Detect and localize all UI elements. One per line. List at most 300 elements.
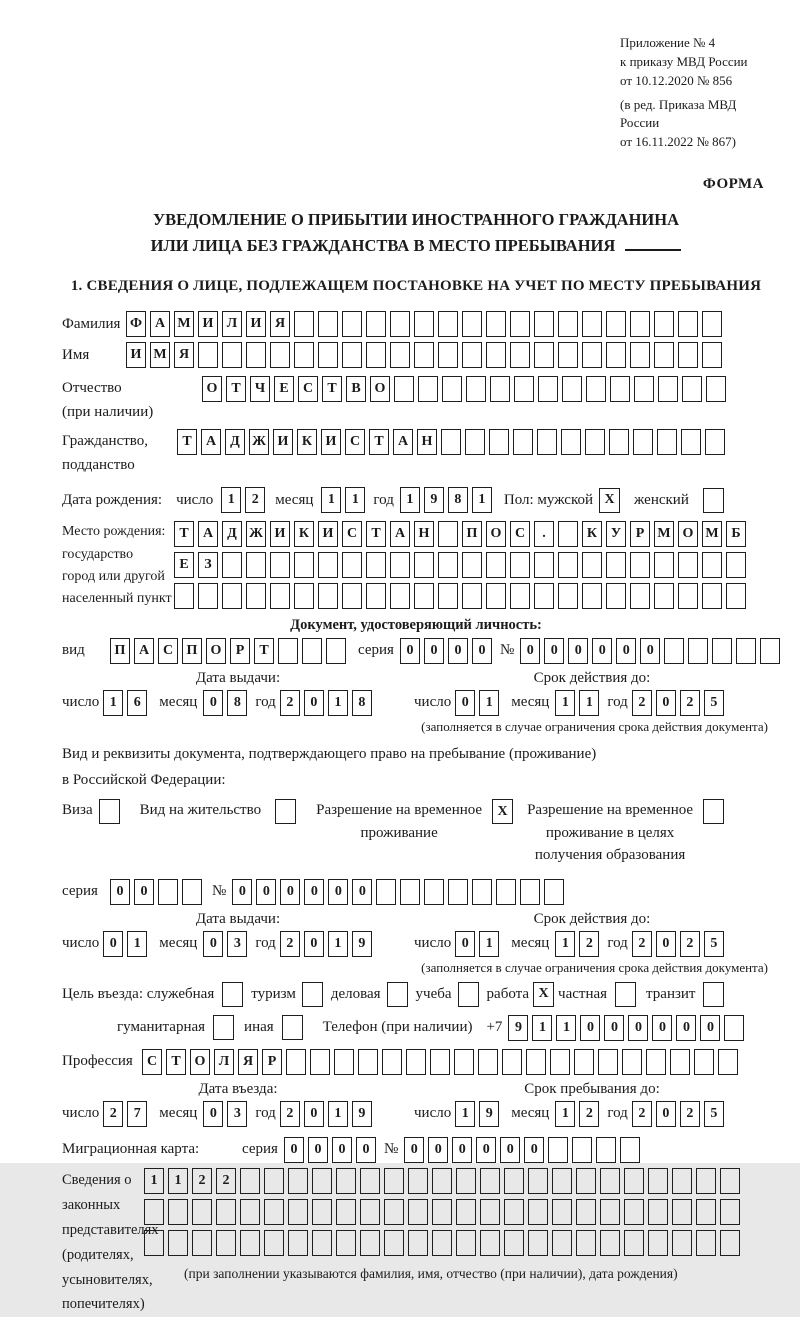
char-cell[interactable] (408, 1168, 428, 1194)
char-cell[interactable]: 0 (256, 879, 276, 905)
char-cell[interactable] (192, 1230, 212, 1256)
char-cell[interactable]: 1 (328, 690, 348, 716)
char-cell[interactable]: 0 (580, 1015, 600, 1041)
char-cell[interactable] (712, 638, 732, 664)
char-cell[interactable]: 0 (652, 1015, 672, 1041)
char-cell[interactable] (606, 583, 626, 609)
char-cell[interactable] (246, 583, 266, 609)
char-cell[interactable] (342, 552, 362, 578)
char-cell[interactable]: К (294, 521, 314, 547)
char-cell[interactable] (510, 311, 530, 337)
char-cell[interactable]: К (297, 429, 317, 455)
char-cell[interactable] (726, 552, 746, 578)
char-cell[interactable]: М (702, 521, 722, 547)
char-cell[interactable]: Т (174, 521, 194, 547)
char-cell[interactable] (168, 1199, 188, 1225)
char-cell[interactable] (270, 583, 290, 609)
char-cell[interactable]: 0 (352, 879, 372, 905)
char-cell[interactable] (406, 1049, 426, 1075)
char-cell[interactable] (585, 429, 605, 455)
char-cell[interactable]: 0 (424, 638, 444, 664)
char-cell[interactable] (510, 583, 530, 609)
char-cell[interactable] (513, 429, 533, 455)
char-cell[interactable] (558, 521, 578, 547)
purpose-official-checkbox[interactable] (222, 982, 243, 1007)
char-cell[interactable] (504, 1230, 524, 1256)
char-cell[interactable] (736, 638, 756, 664)
char-cell[interactable]: Ж (249, 429, 269, 455)
char-cell[interactable] (390, 552, 410, 578)
char-cell[interactable] (466, 376, 486, 402)
char-cell[interactable] (264, 1199, 284, 1225)
char-cell[interactable]: 1 (168, 1168, 188, 1194)
char-cell[interactable] (408, 1230, 428, 1256)
char-cell[interactable]: Т (322, 376, 342, 402)
sex-female-checkbox[interactable] (703, 488, 724, 513)
char-cell[interactable] (702, 311, 722, 337)
char-cell[interactable]: Д (222, 521, 242, 547)
char-cell[interactable] (310, 1049, 330, 1075)
char-cell[interactable] (366, 583, 386, 609)
char-cell[interactable] (390, 583, 410, 609)
char-cell[interactable] (562, 376, 582, 402)
char-cell[interactable] (382, 1049, 402, 1075)
char-cell[interactable] (550, 1049, 570, 1075)
char-cell[interactable]: 0 (676, 1015, 696, 1041)
char-cell[interactable] (240, 1168, 260, 1194)
char-cell[interactable] (480, 1199, 500, 1225)
char-cell[interactable]: 9 (352, 1101, 372, 1127)
char-cell[interactable] (528, 1168, 548, 1194)
char-cell[interactable]: А (134, 638, 154, 664)
char-cell[interactable] (288, 1168, 308, 1194)
char-cell[interactable] (414, 311, 434, 337)
char-cell[interactable] (286, 1049, 306, 1075)
char-cell[interactable]: 0 (520, 638, 540, 664)
char-cell[interactable]: 0 (640, 638, 660, 664)
char-cell[interactable]: 0 (304, 1101, 324, 1127)
char-cell[interactable]: 7 (127, 1101, 147, 1127)
char-cell[interactable]: 2 (579, 931, 599, 957)
char-cell[interactable] (342, 342, 362, 368)
char-cell[interactable]: 0 (700, 1015, 720, 1041)
char-cell[interactable]: О (202, 376, 222, 402)
char-cell[interactable] (502, 1049, 522, 1075)
char-cell[interactable]: 0 (110, 879, 130, 905)
char-cell[interactable] (454, 1049, 474, 1075)
char-cell[interactable] (510, 552, 530, 578)
char-cell[interactable] (534, 552, 554, 578)
char-cell[interactable] (462, 583, 482, 609)
char-cell[interactable] (264, 1168, 284, 1194)
char-cell[interactable]: 8 (352, 690, 372, 716)
char-cell[interactable] (400, 879, 420, 905)
char-cell[interactable] (144, 1199, 164, 1225)
char-cell[interactable]: 0 (400, 638, 420, 664)
char-cell[interactable] (504, 1199, 524, 1225)
char-cell[interactable] (384, 1168, 404, 1194)
char-cell[interactable] (528, 1230, 548, 1256)
char-cell[interactable] (654, 311, 674, 337)
char-cell[interactable]: Д (225, 429, 245, 455)
char-cell[interactable] (294, 583, 314, 609)
char-cell[interactable]: 9 (352, 931, 372, 957)
char-cell[interactable] (222, 583, 242, 609)
char-cell[interactable] (552, 1168, 572, 1194)
char-cell[interactable]: 1 (555, 931, 575, 957)
char-cell[interactable] (670, 1049, 690, 1075)
char-cell[interactable] (609, 429, 629, 455)
char-cell[interactable] (174, 583, 194, 609)
char-cell[interactable] (336, 1230, 356, 1256)
char-cell[interactable]: 2 (632, 931, 652, 957)
char-cell[interactable] (336, 1168, 356, 1194)
char-cell[interactable] (682, 376, 702, 402)
char-cell[interactable] (246, 552, 266, 578)
char-cell[interactable] (414, 342, 434, 368)
char-cell[interactable] (672, 1230, 692, 1256)
char-cell[interactable]: Н (414, 521, 434, 547)
char-cell[interactable]: В (346, 376, 366, 402)
char-cell[interactable] (360, 1230, 380, 1256)
char-cell[interactable] (678, 311, 698, 337)
char-cell[interactable] (270, 342, 290, 368)
char-cell[interactable]: С (298, 376, 318, 402)
char-cell[interactable]: 1 (479, 931, 499, 957)
char-cell[interactable] (534, 583, 554, 609)
char-cell[interactable]: 0 (328, 879, 348, 905)
char-cell[interactable] (465, 429, 485, 455)
char-cell[interactable]: Ч (250, 376, 270, 402)
char-cell[interactable] (576, 1230, 596, 1256)
char-cell[interactable] (480, 1230, 500, 1256)
char-cell[interactable] (552, 1230, 572, 1256)
char-cell[interactable]: Я (270, 311, 290, 337)
char-cell[interactable]: 3 (227, 931, 247, 957)
char-cell[interactable] (696, 1168, 716, 1194)
char-cell[interactable]: И (270, 521, 290, 547)
char-cell[interactable]: 0 (203, 1101, 223, 1127)
char-cell[interactable]: 1 (556, 1015, 576, 1041)
char-cell[interactable] (240, 1199, 260, 1225)
char-cell[interactable]: 0 (568, 638, 588, 664)
char-cell[interactable] (334, 1049, 354, 1075)
char-cell[interactable] (360, 1168, 380, 1194)
char-cell[interactable] (646, 1049, 666, 1075)
char-cell[interactable] (537, 429, 557, 455)
char-cell[interactable] (664, 638, 684, 664)
char-cell[interactable] (366, 342, 386, 368)
char-cell[interactable] (630, 311, 650, 337)
char-cell[interactable] (606, 342, 626, 368)
char-cell[interactable] (526, 1049, 546, 1075)
char-cell[interactable] (648, 1168, 668, 1194)
char-cell[interactable]: С (142, 1049, 162, 1075)
char-cell[interactable] (318, 342, 338, 368)
char-cell[interactable]: 0 (616, 638, 636, 664)
char-cell[interactable]: 0 (203, 931, 223, 957)
char-cell[interactable] (216, 1230, 236, 1256)
char-cell[interactable]: О (190, 1049, 210, 1075)
char-cell[interactable]: И (273, 429, 293, 455)
char-cell[interactable] (312, 1199, 332, 1225)
char-cell[interactable] (222, 552, 242, 578)
char-cell[interactable]: 0 (476, 1137, 496, 1163)
char-cell[interactable]: Т (369, 429, 389, 455)
char-cell[interactable]: 2 (216, 1168, 236, 1194)
char-cell[interactable]: Р (230, 638, 250, 664)
char-cell[interactable]: 8 (227, 690, 247, 716)
char-cell[interactable]: 2 (680, 931, 700, 957)
char-cell[interactable]: 6 (127, 690, 147, 716)
char-cell[interactable] (496, 879, 516, 905)
char-cell[interactable]: 2 (632, 690, 652, 716)
char-cell[interactable] (760, 638, 780, 664)
char-cell[interactable] (312, 1168, 332, 1194)
char-cell[interactable] (448, 879, 468, 905)
char-cell[interactable]: У (606, 521, 626, 547)
char-cell[interactable] (414, 583, 434, 609)
char-cell[interactable] (312, 1230, 332, 1256)
char-cell[interactable] (534, 311, 554, 337)
char-cell[interactable]: 1 (555, 1101, 575, 1127)
char-cell[interactable] (358, 1049, 378, 1075)
char-cell[interactable] (572, 1137, 592, 1163)
temp-residence-checkbox[interactable]: X (492, 799, 513, 824)
char-cell[interactable] (302, 638, 322, 664)
char-cell[interactable] (192, 1199, 212, 1225)
char-cell[interactable]: 0 (592, 638, 612, 664)
char-cell[interactable]: 0 (308, 1137, 328, 1163)
char-cell[interactable] (288, 1230, 308, 1256)
char-cell[interactable]: 1 (479, 690, 499, 716)
char-cell[interactable] (432, 1230, 452, 1256)
char-cell[interactable]: 1 (328, 1101, 348, 1127)
char-cell[interactable] (630, 583, 650, 609)
char-cell[interactable] (222, 342, 242, 368)
char-cell[interactable] (582, 583, 602, 609)
char-cell[interactable] (418, 376, 438, 402)
char-cell[interactable]: 0 (134, 879, 154, 905)
char-cell[interactable] (582, 342, 602, 368)
char-cell[interactable] (582, 552, 602, 578)
char-cell[interactable]: 0 (232, 879, 252, 905)
char-cell[interactable] (318, 552, 338, 578)
char-cell[interactable] (510, 342, 530, 368)
char-cell[interactable]: А (393, 429, 413, 455)
char-cell[interactable] (360, 1199, 380, 1225)
char-cell[interactable] (694, 1049, 714, 1075)
char-cell[interactable]: 9 (424, 487, 444, 513)
char-cell[interactable] (414, 552, 434, 578)
char-cell[interactable] (198, 342, 218, 368)
purpose-work-checkbox[interactable]: X (533, 982, 554, 1007)
char-cell[interactable]: 0 (304, 931, 324, 957)
char-cell[interactable] (486, 342, 506, 368)
char-cell[interactable] (678, 342, 698, 368)
char-cell[interactable] (462, 552, 482, 578)
purpose-study-checkbox[interactable] (458, 982, 479, 1007)
char-cell[interactable] (702, 342, 722, 368)
char-cell[interactable] (696, 1230, 716, 1256)
char-cell[interactable] (658, 376, 678, 402)
char-cell[interactable] (657, 429, 677, 455)
char-cell[interactable]: Л (214, 1049, 234, 1075)
char-cell[interactable]: О (370, 376, 390, 402)
char-cell[interactable]: И (321, 429, 341, 455)
char-cell[interactable] (582, 311, 602, 337)
char-cell[interactable]: С (342, 521, 362, 547)
char-cell[interactable] (720, 1168, 740, 1194)
char-cell[interactable] (654, 342, 674, 368)
char-cell[interactable] (634, 376, 654, 402)
char-cell[interactable]: 0 (304, 690, 324, 716)
char-cell[interactable]: А (150, 311, 170, 337)
char-cell[interactable]: 1 (221, 487, 241, 513)
char-cell[interactable] (168, 1230, 188, 1256)
char-cell[interactable]: 0 (404, 1137, 424, 1163)
char-cell[interactable] (633, 429, 653, 455)
char-cell[interactable]: 2 (103, 1101, 123, 1127)
char-cell[interactable]: 2 (680, 690, 700, 716)
char-cell[interactable]: 1 (455, 1101, 475, 1127)
char-cell[interactable] (726, 583, 746, 609)
char-cell[interactable]: 1 (321, 487, 341, 513)
char-cell[interactable] (504, 1168, 524, 1194)
char-cell[interactable]: 0 (656, 690, 676, 716)
char-cell[interactable] (158, 879, 178, 905)
char-cell[interactable]: 0 (280, 879, 300, 905)
char-cell[interactable] (606, 552, 626, 578)
char-cell[interactable] (462, 311, 482, 337)
char-cell[interactable]: Н (417, 429, 437, 455)
char-cell[interactable] (240, 1230, 260, 1256)
purpose-tourism-checkbox[interactable] (302, 982, 323, 1007)
char-cell[interactable] (705, 429, 725, 455)
char-cell[interactable]: 0 (332, 1137, 352, 1163)
char-cell[interactable]: Ж (246, 521, 266, 547)
purpose-humanitarian-checkbox[interactable] (213, 1015, 234, 1040)
char-cell[interactable] (144, 1230, 164, 1256)
char-cell[interactable]: 2 (579, 1101, 599, 1127)
char-cell[interactable]: . (534, 521, 554, 547)
char-cell[interactable] (586, 376, 606, 402)
char-cell[interactable] (548, 1137, 568, 1163)
char-cell[interactable]: 2 (632, 1101, 652, 1127)
residence-permit-checkbox[interactable] (275, 799, 296, 824)
char-cell[interactable] (610, 376, 630, 402)
char-cell[interactable]: Т (254, 638, 274, 664)
char-cell[interactable]: 2 (192, 1168, 212, 1194)
char-cell[interactable] (702, 552, 722, 578)
char-cell[interactable] (696, 1199, 716, 1225)
char-cell[interactable] (720, 1199, 740, 1225)
char-cell[interactable]: 1 (579, 690, 599, 716)
char-cell[interactable]: 0 (544, 638, 564, 664)
char-cell[interactable]: 9 (508, 1015, 528, 1041)
char-cell[interactable] (198, 583, 218, 609)
char-cell[interactable] (216, 1199, 236, 1225)
char-cell[interactable] (600, 1230, 620, 1256)
char-cell[interactable] (480, 1168, 500, 1194)
char-cell[interactable]: И (198, 311, 218, 337)
char-cell[interactable] (408, 1199, 428, 1225)
char-cell[interactable] (441, 429, 461, 455)
char-cell[interactable]: Р (262, 1049, 282, 1075)
char-cell[interactable] (620, 1137, 640, 1163)
char-cell[interactable] (456, 1168, 476, 1194)
char-cell[interactable] (456, 1199, 476, 1225)
char-cell[interactable] (630, 552, 650, 578)
char-cell[interactable] (438, 342, 458, 368)
char-cell[interactable]: Б (726, 521, 746, 547)
char-cell[interactable] (702, 583, 722, 609)
char-cell[interactable]: О (486, 521, 506, 547)
char-cell[interactable]: С (345, 429, 365, 455)
char-cell[interactable] (326, 638, 346, 664)
char-cell[interactable] (520, 879, 540, 905)
purpose-transit-checkbox[interactable] (703, 982, 724, 1007)
char-cell[interactable]: 1 (555, 690, 575, 716)
char-cell[interactable] (514, 376, 534, 402)
char-cell[interactable]: 0 (203, 690, 223, 716)
char-cell[interactable] (384, 1199, 404, 1225)
char-cell[interactable]: 1 (532, 1015, 552, 1041)
char-cell[interactable] (718, 1049, 738, 1075)
char-cell[interactable] (456, 1230, 476, 1256)
char-cell[interactable]: 1 (472, 487, 492, 513)
char-cell[interactable]: П (110, 638, 130, 664)
char-cell[interactable] (622, 1049, 642, 1075)
char-cell[interactable]: И (246, 311, 266, 337)
char-cell[interactable]: Я (238, 1049, 258, 1075)
char-cell[interactable] (654, 583, 674, 609)
char-cell[interactable]: 0 (472, 638, 492, 664)
char-cell[interactable] (424, 879, 444, 905)
char-cell[interactable] (648, 1199, 668, 1225)
char-cell[interactable]: М (654, 521, 674, 547)
char-cell[interactable] (724, 1015, 744, 1041)
char-cell[interactable] (534, 342, 554, 368)
char-cell[interactable]: 0 (103, 931, 123, 957)
char-cell[interactable] (438, 552, 458, 578)
char-cell[interactable] (558, 342, 578, 368)
char-cell[interactable]: А (198, 521, 218, 547)
char-cell[interactable] (600, 1199, 620, 1225)
char-cell[interactable]: А (390, 521, 410, 547)
char-cell[interactable] (552, 1199, 572, 1225)
char-cell[interactable]: 0 (455, 931, 475, 957)
char-cell[interactable]: О (206, 638, 226, 664)
char-cell[interactable] (681, 429, 701, 455)
char-cell[interactable] (606, 311, 626, 337)
char-cell[interactable]: С (158, 638, 178, 664)
char-cell[interactable] (384, 1230, 404, 1256)
char-cell[interactable] (486, 552, 506, 578)
char-cell[interactable]: Т (177, 429, 197, 455)
char-cell[interactable] (576, 1199, 596, 1225)
char-cell[interactable] (318, 311, 338, 337)
char-cell[interactable]: 0 (524, 1137, 544, 1163)
char-cell[interactable] (528, 1199, 548, 1225)
char-cell[interactable]: М (150, 342, 170, 368)
char-cell[interactable]: 0 (656, 1101, 676, 1127)
char-cell[interactable] (342, 583, 362, 609)
char-cell[interactable] (706, 376, 726, 402)
char-cell[interactable] (672, 1168, 692, 1194)
char-cell[interactable]: 5 (704, 1101, 724, 1127)
char-cell[interactable] (462, 342, 482, 368)
